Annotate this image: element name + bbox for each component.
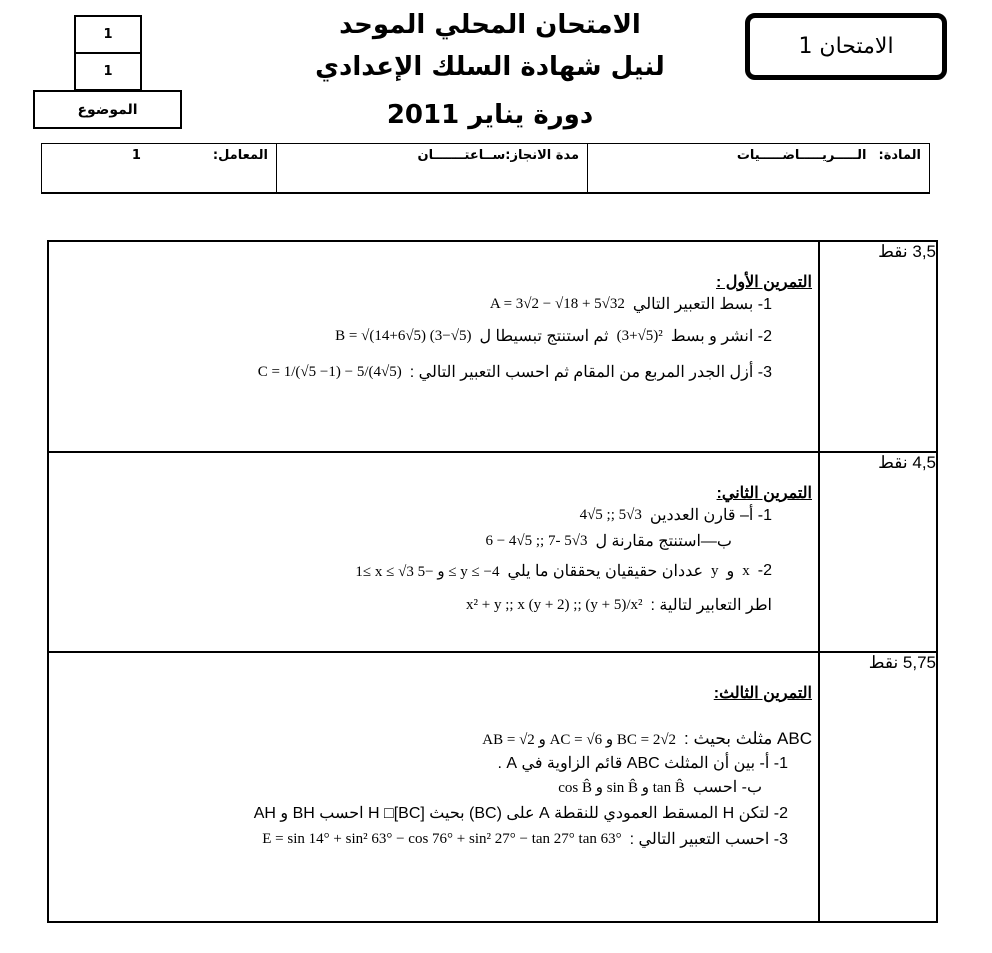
- exercise-table: [47, 240, 938, 923]
- exercise-3-points: 5,75 نقط: [819, 652, 937, 922]
- ex2-item-1-math: 4√5 ;; 5√3: [579, 506, 642, 523]
- title-line-3: دورة يناير 2011: [386, 100, 594, 130]
- ex3-item-2-text: 1- أ- بين أن المثلث ABC قائم الزاوية في A .: [497, 755, 788, 772]
- ex1-item-3-math: C = 1/(√5 −1) − 5/(4√5): [257, 363, 402, 380]
- ex2-item-3-math-b: y: [711, 562, 719, 579]
- ex3-item-3-math: cos B̂ و sin B̂ و tan B̂: [558, 779, 685, 796]
- exercise-2-points: 4,5 نقط: [819, 452, 937, 652]
- title-line-1: الامتحان المحلي الموحد: [339, 10, 641, 40]
- info-row: [41, 143, 930, 194]
- ex3-item-2: [72, 753, 788, 773]
- ex1-item-1: [72, 294, 772, 314]
- ex2-item-2-text: ب—استنتج مقارنة ل: [595, 533, 732, 550]
- ex2-item-3-math-c: 1≤ x ≤ √3 و −5 ≤ y ≤ −4: [355, 563, 500, 580]
- ex2-item-3-text-b: و: [726, 563, 735, 580]
- page-box-1: 1: [74, 15, 142, 54]
- ex2-item-2-math: 6 − 4√5 ;; 7- 5√3: [485, 532, 588, 549]
- ex2-item-4-math: x² + y ;; x (y + 2) ;; (y + 5)/x²: [466, 596, 643, 613]
- duration-text: مدة الانجاز:ســاعتـــــــان: [417, 148, 579, 163]
- subject-cell: [587, 144, 929, 192]
- exercise-row-3: [48, 652, 937, 922]
- subject-value: الـــــريـــــاضـــــيات: [736, 148, 867, 163]
- exercise-1-points: 3,5 نقط: [819, 241, 937, 452]
- ex3-item-3-text: ب- احسب: [692, 779, 762, 796]
- ex1-item-3-text: 3- أزل الجدر المربع من المقام ثم احسب التعبير التالي :: [409, 364, 772, 381]
- ex1-item-1-text: 1- بسط التعبير التالي: [632, 296, 772, 313]
- ex1-item-1-math: A = 3√2 − √18 + 5√32: [489, 295, 625, 312]
- ex3-item-5: [72, 829, 788, 849]
- ex3-item-1-math: AB = √2 و AC = √6 و BC = 2√2: [482, 731, 677, 748]
- ex1-item-2: [72, 326, 772, 346]
- ex3-item-4: [72, 803, 788, 823]
- subject-label-box: الموضوع: [33, 90, 182, 129]
- subject-key: المادة:: [878, 148, 921, 163]
- ex3-item-5-math: E = sin 14° + sin² 63° − cos 76° + sin² 27° − tan 27° tan 63°: [262, 830, 622, 847]
- ex3-item-3: [72, 777, 762, 797]
- coef-cell: [42, 144, 276, 192]
- exercise-1-title: التمرين الأول :: [716, 274, 812, 291]
- exercise-row-2: [48, 452, 937, 652]
- ex1-item-2-text-b: ثم استنتج تبسيطا ل: [479, 328, 609, 345]
- ex2-item-1: [72, 505, 772, 525]
- exam-number-box: الامتحان 1: [745, 13, 947, 80]
- ex1-item-2-math-b: B = √(14+6√5) (3−√5): [335, 327, 472, 344]
- ex3-item-1: [72, 729, 812, 749]
- ex2-item-1-text: 1- أ– قارن العددين: [649, 507, 772, 524]
- exercise-3-content: [48, 652, 819, 922]
- ex2-item-3-text: 2-: [757, 562, 772, 579]
- coef-key: المعامل:: [212, 148, 268, 163]
- page-box-2: 1: [74, 52, 142, 91]
- exercise-row-1: [48, 241, 937, 452]
- ex1-item-2-math-a: (3+√5)²: [616, 327, 663, 344]
- exercise-2-title: التمرين الثاني:: [716, 485, 812, 502]
- ex2-item-3: [72, 561, 772, 581]
- ex2-item-4-text: اطر التعابير لتالية :: [650, 597, 772, 614]
- exercise-3-title: التمرين الثالث:: [713, 685, 812, 702]
- ex1-item-3: [72, 362, 772, 382]
- ex2-item-3-text-c: عددان حقيقيان يحققان ما يلي: [507, 563, 704, 580]
- ex3-item-4-text: 2- لتكن H المسقط العمودي للنقطة A على (BC) بحيث H □[BC] احسب BH و AH: [253, 805, 788, 822]
- ex2-item-4: [72, 595, 772, 615]
- coef-value: 1: [131, 148, 141, 163]
- ex3-item-1-text: ABC مثلث بحيث :: [684, 729, 812, 748]
- ex1-item-2-text: 2- انشر و بسط: [670, 328, 772, 345]
- duration-cell: [276, 144, 587, 192]
- ex2-item-3-math-a: x: [742, 562, 750, 579]
- exercise-1-content: [48, 241, 819, 452]
- exercise-2-content: [48, 452, 819, 652]
- ex2-item-2: [72, 531, 732, 551]
- title-line-2: لنيل شهادة السلك الإعدادي: [315, 52, 665, 82]
- ex3-item-5-text: 3- احسب التعبير التالي :: [629, 831, 788, 848]
